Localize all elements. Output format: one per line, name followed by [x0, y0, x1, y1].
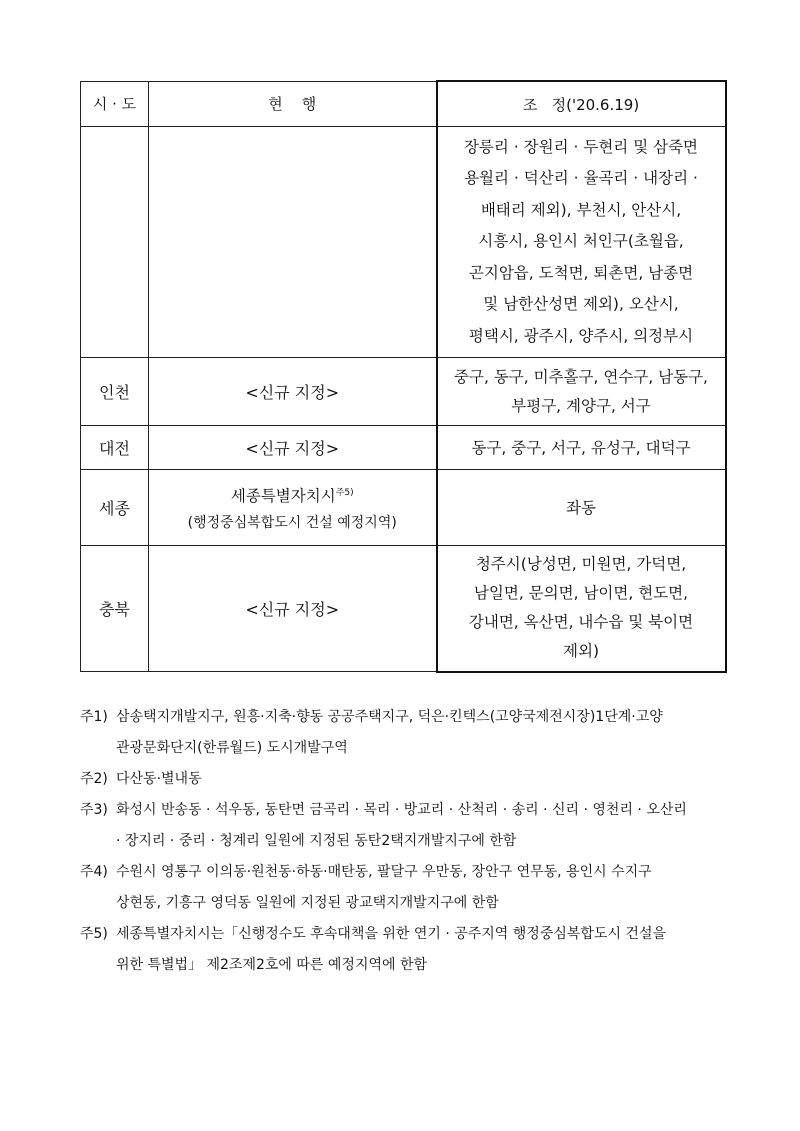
footnote-marker: 주5)	[335, 487, 354, 498]
current-sub: (행정중심복합도시 건설 예정지역)	[187, 514, 397, 531]
row-adjusted	[437, 358, 726, 426]
adjusted-line: 좌동	[566, 498, 596, 517]
adjusted-line: 남일면, 문의면, 남이면, 현도면,	[473, 584, 689, 603]
row-sido: 충북	[81, 546, 149, 672]
table-row	[81, 127, 726, 358]
row-adjusted	[437, 470, 726, 546]
footnote-line: · 장지리 · 중리 · 청계리 일원에 지정된 동탄2택지개발지구에 한함	[116, 833, 517, 849]
footnote-line: 세종특별자치시는「신행정수도 후속대책을 위한 연기 · 공주지역 행정중심복합도시 건설을	[116, 926, 666, 942]
adjusted-line: 부평구, 계양구, 서구	[511, 396, 651, 415]
header-current: 현 행	[149, 81, 437, 127]
footnote-line: 관광문화단지(한류월드) 도시개발구역	[116, 740, 348, 756]
footnote-line: 상현동, 기흥구 영덕동 일원에 지정된 광교택지개발지구에 한함	[116, 895, 499, 911]
adjusted-line: 청주시(낭성면, 미원면, 가덕면,	[475, 555, 687, 574]
footnote-label: 주4)	[80, 864, 108, 880]
header-sido: 시 · 도	[81, 81, 149, 127]
adjusted-line: 시흥시, 용인시 처인구(초월읍,	[478, 232, 684, 251]
footnote	[80, 857, 730, 919]
footnote-label: 주3)	[80, 802, 108, 818]
footnote	[80, 702, 730, 764]
table-row	[81, 358, 726, 426]
row-sido: 인천	[81, 358, 149, 426]
row-sido	[81, 127, 149, 358]
footnote-line: 화성시 반송동 · 석우동, 동탄면 금곡리 · 목리 · 방교리 · 산척리 · 송리 · 신리 · 영천리 · 오산리	[116, 802, 687, 818]
row-adjusted	[437, 546, 726, 672]
adjusted-line: 용월리 · 덕산리 · 율곡리 · 내장리 ·	[464, 169, 698, 188]
adjusted-line: 중구, 동구, 미추홀구, 연수구, 남동구,	[454, 367, 708, 386]
row-adjusted	[437, 426, 726, 470]
footnote-label: 주5)	[80, 926, 108, 942]
footnote-line: 다산동·별내동	[116, 771, 202, 787]
footnote-line: 삼송택지개발지구, 원흥·지축·향동 공공주택지구, 덕은·킨텍스(고양국제전시장)1단계·고양	[116, 709, 663, 725]
footnote-label: 주1)	[80, 709, 108, 725]
designation-table	[80, 80, 727, 673]
row-current	[149, 470, 437, 546]
footnote	[80, 919, 730, 981]
adjusted-line: 장릉리 · 장원리 · 두현리 및 삼죽면	[463, 137, 699, 156]
row-current: <신규 지정>	[149, 546, 437, 672]
footnote-line: 위한 특별법」 제2조제2호에 따른 예정지역에 한함	[116, 957, 428, 973]
row-sido: 대전	[81, 426, 149, 470]
header-adjusted: 조 정('20.6.19)	[437, 81, 726, 127]
adjusted-line: 동구, 중구, 서구, 유성구, 대덕구	[471, 438, 691, 457]
adjusted-line: 강내면, 옥산면, 내수읍 및 북이면	[468, 613, 694, 632]
adjusted-line: 곤지암읍, 도척면, 퇴촌면, 남종면	[468, 263, 694, 282]
row-adjusted	[437, 127, 726, 358]
table-row	[81, 426, 726, 470]
footnote	[80, 795, 730, 857]
footnote	[80, 764, 730, 795]
table-row	[81, 470, 726, 546]
row-current: <신규 지정>	[149, 358, 437, 426]
row-current: <신규 지정>	[149, 426, 437, 470]
table-row	[81, 546, 726, 672]
adjusted-line: 제외)	[563, 642, 599, 661]
adjusted-line: 및 남한산성면 제외), 오산시,	[483, 295, 679, 314]
footnote-line: 수원시 영통구 이의동·원천동·하동·매탄동, 팔달구 우만동, 장안구 연무동, 용인시 수지구	[116, 864, 652, 880]
adjusted-line: 평택시, 광주시, 양주시, 의정부시	[468, 326, 694, 345]
row-sido: 세종	[81, 470, 149, 546]
row-current	[149, 127, 437, 358]
adjusted-line: 배태리 제외), 부천시, 안산시,	[480, 200, 682, 219]
footnotes	[80, 702, 730, 981]
table-header-row	[81, 81, 726, 127]
footnote-label: 주2)	[80, 771, 108, 787]
current-main: 세종특별자치시$^{주5)}$	[230, 486, 354, 505]
